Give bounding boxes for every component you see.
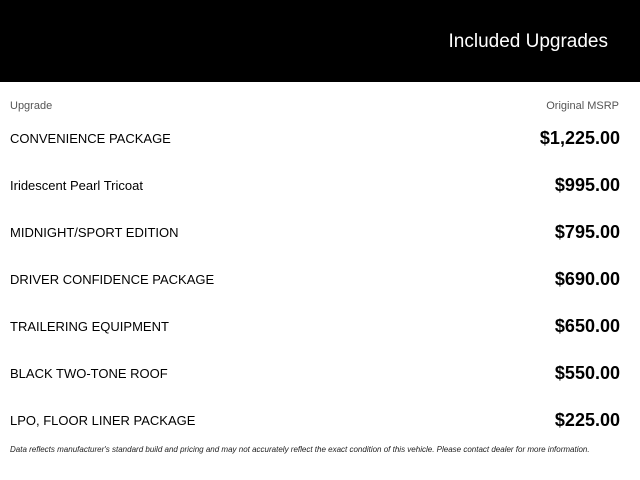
upgrade-price: $690.00 xyxy=(554,269,620,289)
upgrade-name: TRAILERING EQUIPMENT xyxy=(10,319,169,334)
upgrade-price: $225.00 xyxy=(554,410,620,430)
upgrade-name: LPO, FLOOR LINER PACKAGE xyxy=(10,413,196,428)
upgrade-row xyxy=(0,350,640,397)
upgrade-price: $795.00 xyxy=(554,222,620,242)
upgrade-row xyxy=(0,256,640,303)
upgrade-price: $1,225.00 xyxy=(539,128,620,148)
page-title: Included Upgrades xyxy=(448,31,608,52)
upgrade-row xyxy=(0,397,640,444)
disclaimer-text: Data reflects manufacturer's standard build and pricing and may not accurately reflect the exact condition of this vehicle. Please contact dealer for more information. xyxy=(10,445,590,454)
upgrade-row xyxy=(0,115,640,162)
upgrade-price: $650.00 xyxy=(554,316,620,336)
upgrade-name: MIDNIGHT/SPORT EDITION xyxy=(10,225,179,240)
msrp-column-header: Original MSRP xyxy=(546,100,619,112)
upgrade-column-header: Upgrade xyxy=(10,100,53,112)
upgrade-name: CONVENIENCE PACKAGE xyxy=(10,131,171,146)
header-bar xyxy=(0,0,640,82)
upgrade-name: Iridescent Pearl Tricoat xyxy=(10,178,143,193)
upgrade-name: DRIVER CONFIDENCE PACKAGE xyxy=(10,272,215,287)
upgrade-row xyxy=(0,209,640,256)
upgrade-row xyxy=(0,303,640,350)
upgrade-price: $995.00 xyxy=(554,175,620,195)
upgrades-list xyxy=(0,115,640,444)
upgrade-price: $550.00 xyxy=(554,363,620,383)
upgrade-row xyxy=(0,162,640,209)
upgrade-name: BLACK TWO-TONE ROOF xyxy=(10,366,168,381)
